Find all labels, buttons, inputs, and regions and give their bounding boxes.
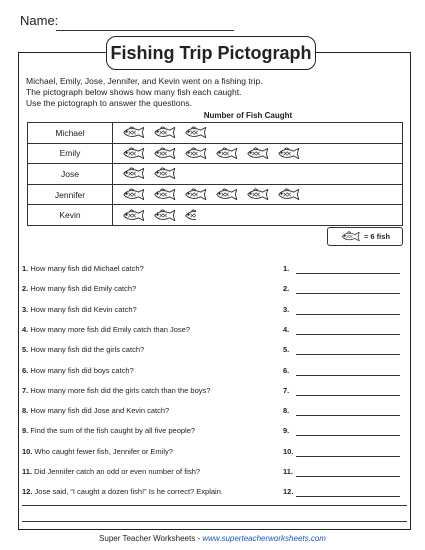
question-number: 5. bbox=[22, 345, 29, 355]
pictograph-row-fish bbox=[113, 205, 403, 226]
pictograph-row-fish bbox=[113, 123, 403, 144]
fish-icon bbox=[152, 126, 178, 139]
question-text: Find the sum of the fish caught by all five people? bbox=[30, 426, 196, 436]
fish-icon bbox=[121, 167, 147, 180]
pictograph-row bbox=[28, 205, 403, 226]
fish-icon bbox=[276, 188, 302, 201]
question-number: 9. bbox=[22, 426, 29, 436]
pictograph-title: Number of Fish Caught bbox=[203, 111, 293, 120]
question-text: How many fish did Jose and Kevin catch? bbox=[30, 406, 170, 416]
question bbox=[22, 264, 144, 273]
fish-icon bbox=[183, 188, 209, 201]
pictograph-row bbox=[28, 143, 403, 164]
intro-line: Use the pictograph to answer the questions. bbox=[26, 98, 192, 108]
pictograph-key bbox=[327, 227, 403, 246]
question bbox=[22, 345, 144, 354]
question-number: 8. bbox=[22, 406, 29, 416]
question-text: Who caught fewer fish, Jennifer or Emily? bbox=[34, 446, 173, 456]
explanation-line[interactable] bbox=[22, 521, 407, 522]
answer-number: 7. bbox=[283, 385, 290, 395]
answer-number: 8. bbox=[283, 406, 290, 416]
question-number: 10. bbox=[22, 446, 33, 456]
pictograph-row-label: Jennifer bbox=[28, 184, 113, 205]
question-number: 7. bbox=[22, 385, 29, 395]
name-line bbox=[56, 30, 234, 31]
answer-line[interactable] bbox=[296, 334, 400, 335]
question bbox=[22, 447, 173, 456]
fish-icon bbox=[245, 188, 271, 201]
answer-line[interactable] bbox=[296, 435, 400, 436]
question-text: Did Jennifer catch an odd or even number of fish? bbox=[34, 467, 201, 476]
answer-number: 2. bbox=[283, 284, 290, 294]
answer-number: 5. bbox=[283, 345, 290, 355]
fish-icon bbox=[121, 147, 147, 160]
question bbox=[22, 426, 195, 435]
answer-line[interactable] bbox=[296, 314, 400, 315]
question-number: 4. bbox=[22, 324, 29, 334]
footer bbox=[0, 534, 425, 543]
question bbox=[22, 406, 169, 415]
question-text: How many more fish did the girls catch than the boys? bbox=[30, 385, 211, 395]
explanation-line[interactable] bbox=[22, 505, 407, 506]
pictograph-row-fish bbox=[113, 143, 403, 164]
question-number: 11. bbox=[22, 467, 33, 476]
question-text: How many fish did the girls catch? bbox=[30, 345, 145, 355]
half-fish-icon bbox=[183, 209, 209, 222]
answer-line[interactable] bbox=[296, 496, 400, 497]
question-text: How many fish did Michael catch? bbox=[30, 264, 144, 273]
answer-line[interactable] bbox=[296, 395, 400, 396]
answer-number: 10. bbox=[283, 446, 294, 456]
question bbox=[22, 386, 210, 395]
name-label: Name: bbox=[20, 13, 59, 28]
question-number: 6. bbox=[22, 365, 29, 375]
page-title: Fishing Trip Pictograph bbox=[106, 36, 316, 70]
answer-number: 11. bbox=[283, 467, 294, 476]
answer-line[interactable] bbox=[296, 415, 400, 416]
question bbox=[22, 284, 136, 293]
pictograph-row bbox=[28, 123, 403, 144]
fish-icon bbox=[183, 126, 209, 139]
pictograph-row-fish bbox=[113, 164, 403, 185]
key-label: = 6 fish bbox=[363, 232, 391, 241]
question bbox=[22, 366, 134, 375]
fish-icon bbox=[214, 147, 240, 160]
pictograph-row-label: Kevin bbox=[28, 205, 113, 226]
fish-icon bbox=[121, 188, 147, 201]
question-text: How many more fish did Emily catch than Jose? bbox=[30, 324, 191, 334]
fish-icon bbox=[152, 147, 178, 160]
pictograph-row-fish bbox=[113, 184, 403, 205]
fish-icon bbox=[152, 209, 178, 222]
fish-icon bbox=[245, 147, 271, 160]
question-text: How many fish did boys catch? bbox=[30, 365, 134, 375]
answer-line[interactable] bbox=[296, 293, 400, 294]
intro-line: The pictograph below shows how many fish each caught. bbox=[26, 87, 242, 97]
fish-icon bbox=[121, 209, 147, 222]
answer-number: 9. bbox=[283, 426, 290, 436]
pictograph-row-label: Michael bbox=[28, 123, 113, 144]
answer-line[interactable] bbox=[296, 476, 400, 477]
intro-line: Michael, Emily, Jose, Jennifer, and Kevin went on a fishing trip. bbox=[26, 76, 263, 86]
answer-line[interactable] bbox=[296, 354, 400, 355]
question-number: 2. bbox=[22, 284, 29, 294]
answer-line[interactable] bbox=[296, 375, 400, 376]
fish-icon bbox=[152, 188, 178, 201]
answer-number: 4. bbox=[283, 324, 290, 334]
fish-icon bbox=[340, 231, 362, 242]
question bbox=[22, 325, 190, 334]
answer-line[interactable] bbox=[296, 273, 400, 274]
pictograph-row bbox=[28, 164, 403, 185]
fish-icon bbox=[121, 126, 147, 139]
pictograph-row-label: Emily bbox=[28, 143, 113, 164]
question-text: How many fish did Emily catch? bbox=[30, 284, 137, 294]
question-text: How many fish did Kevin catch? bbox=[30, 304, 137, 314]
fish-icon bbox=[276, 147, 302, 160]
question-number: 3. bbox=[22, 304, 29, 314]
question bbox=[22, 305, 137, 314]
question-text: Jose said, “I caught a dozen fish!” Is he correct? Explain. bbox=[34, 487, 223, 497]
question bbox=[22, 467, 200, 476]
pictograph-row bbox=[28, 184, 403, 205]
answer-number: 3. bbox=[283, 304, 290, 314]
question-number: 12. bbox=[22, 487, 33, 497]
fish-icon bbox=[214, 188, 240, 201]
answer-number: 12. bbox=[283, 487, 294, 497]
question-number: 1. bbox=[22, 264, 29, 273]
question bbox=[22, 487, 223, 496]
footer-url[interactable]: www.superteacherworksheets.com bbox=[202, 534, 326, 543]
pictograph-table bbox=[27, 122, 403, 226]
pictograph-row-label: Jose bbox=[28, 164, 113, 185]
answer-line[interactable] bbox=[296, 456, 400, 457]
footer-text: Super Teacher Worksheets - bbox=[99, 534, 203, 543]
fish-icon bbox=[152, 167, 178, 180]
intro-text bbox=[26, 76, 406, 109]
fish-icon bbox=[183, 147, 209, 160]
answer-number: 6. bbox=[283, 365, 290, 375]
answer-number: 1. bbox=[283, 264, 290, 273]
